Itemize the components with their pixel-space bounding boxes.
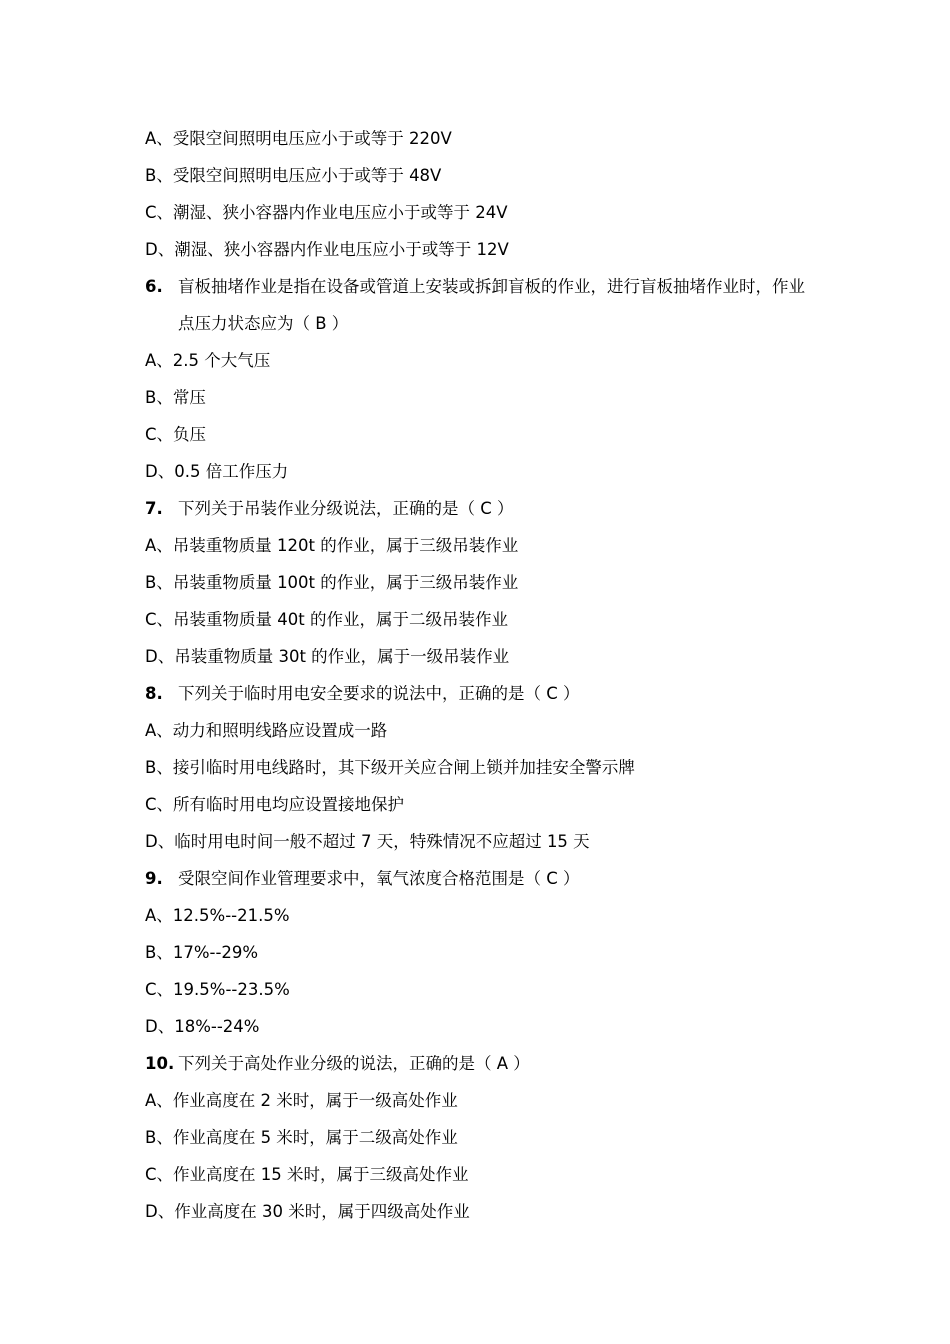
document-content xyxy=(145,120,825,1230)
option-line: D、潮湿、狭小容器内作业电压应小于或等于 12V xyxy=(145,240,509,259)
question-number: 7. xyxy=(145,499,163,518)
option-line: D、吊装重物质量 30t 的作业，属于一级吊装作业 xyxy=(145,647,510,666)
option-line: B、接引临时用电线路时，其下级开关应合闸上锁并加挂安全警示牌 xyxy=(145,758,635,777)
question-6 xyxy=(145,268,825,342)
question-text: 盲板抽堵作业是指在设备或管道上安装或拆卸盲板的作业，进行盲板抽堵作业时，作业点压力状态应为（ B ） xyxy=(178,277,805,333)
option-line: C、所有临时用电均应设置接地保护 xyxy=(145,795,405,814)
question-number: 8. xyxy=(145,684,163,703)
option-line: A、动力和照明线路应设置成一路 xyxy=(145,721,388,740)
option-line: B、吊装重物质量 100t 的作业，属于三级吊装作业 xyxy=(145,573,519,592)
option-line: D、0.5 倍工作压力 xyxy=(145,462,289,481)
question-text: 下列关于临时用电安全要求的说法中，正确的是（ C ） xyxy=(178,684,580,703)
option-line: D、18%--24% xyxy=(145,1017,260,1036)
option-line: B、作业高度在 5 米时，属于二级高处作业 xyxy=(145,1128,458,1147)
option-line: A、2.5 个大气压 xyxy=(145,351,271,370)
option-line: A、12.5%--21.5% xyxy=(145,906,290,925)
option-line: A、受限空间照明电压应小于或等于 220V xyxy=(145,129,452,148)
question-10 xyxy=(145,1045,825,1082)
question-9 xyxy=(145,860,825,897)
option-line: B、17%--29% xyxy=(145,943,259,962)
question-text: 下列关于高处作业分级的说法，正确的是（ A ） xyxy=(178,1054,530,1073)
option-line: D、临时用电时间一般不超过 7 天，特殊情况不应超过 15 天 xyxy=(145,832,590,851)
option-line: A、作业高度在 2 米时，属于一级高处作业 xyxy=(145,1091,458,1110)
option-line: C、吊装重物质量 40t 的作业，属于二级吊装作业 xyxy=(145,610,508,629)
option-line: A、吊装重物质量 120t 的作业，属于三级吊装作业 xyxy=(145,536,519,555)
question-7 xyxy=(145,490,825,527)
option-line: D、作业高度在 30 米时，属于四级高处作业 xyxy=(145,1202,470,1221)
option-line: B、常压 xyxy=(145,388,206,407)
question-number: 6. xyxy=(145,277,163,296)
option-line: C、潮湿、狭小容器内作业电压应小于或等于 24V xyxy=(145,203,508,222)
question-number: 10. xyxy=(145,1054,175,1073)
option-line: C、19.5%--23.5% xyxy=(145,980,290,999)
question-text: 受限空间作业管理要求中，氧气浓度合格范围是（ C ） xyxy=(178,869,580,888)
question-8 xyxy=(145,675,825,712)
option-line: C、作业高度在 15 米时，属于三级高处作业 xyxy=(145,1165,469,1184)
option-line: C、负压 xyxy=(145,425,207,444)
question-number: 9. xyxy=(145,869,163,888)
option-line: B、受限空间照明电压应小于或等于 48V xyxy=(145,166,442,185)
question-text: 下列关于吊装作业分级说法，正确的是（ C ） xyxy=(178,499,514,518)
